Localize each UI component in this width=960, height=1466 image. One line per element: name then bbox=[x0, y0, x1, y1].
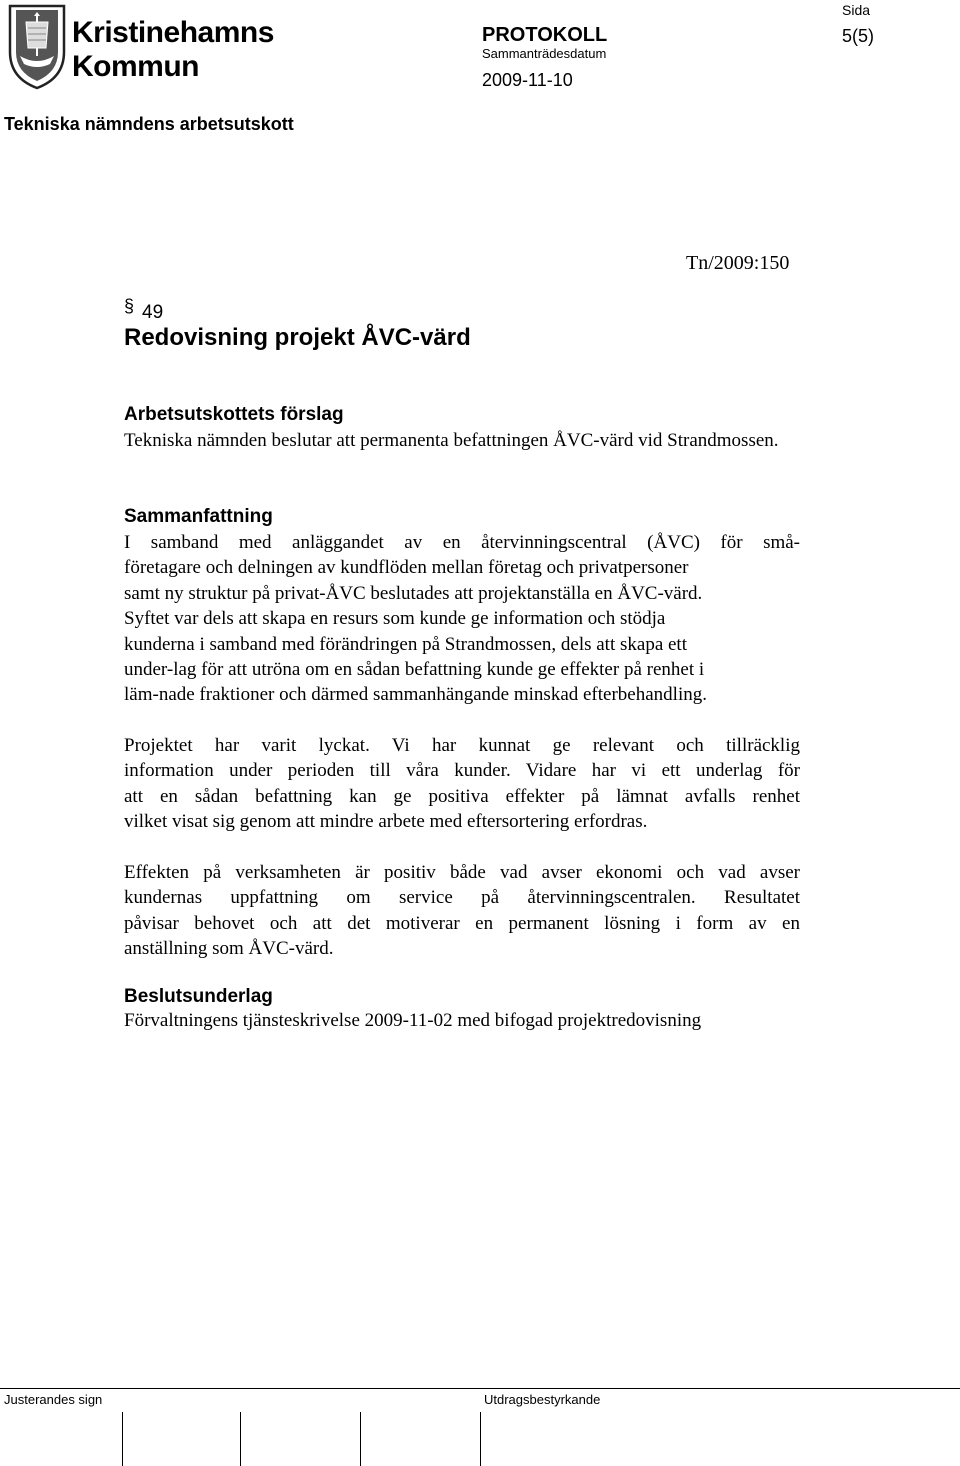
signature-label: Justerandes sign bbox=[4, 1392, 103, 1407]
page-label: Sida bbox=[842, 2, 871, 18]
signature-box-divider bbox=[360, 1412, 361, 1466]
summary-line: samt ny struktur på privat-ÅVC beslutades att projektanställa en ÅVC-värd. bbox=[124, 582, 703, 604]
logo-wordmark-line2: Kommun bbox=[72, 50, 199, 83]
signature-box-divider bbox=[240, 1412, 241, 1466]
basis-text: Förvaltningens tjänsteskrivelse 2009-11-02 med bifogad projektredovisning bbox=[124, 1010, 702, 1031]
project-line: vilket visat sig genom att mindre arbete med eftersortering erfordras. bbox=[124, 811, 648, 833]
paragraph-number: 49 bbox=[142, 302, 164, 323]
project-paragraph bbox=[124, 733, 800, 835]
summary-line: företagare och delningen av kundflöden mellan företag och privatpersoner bbox=[124, 557, 689, 579]
project-line: information under perioden till våra kunder. Vidare har vi ett underlag för bbox=[124, 760, 800, 782]
footer-divider bbox=[0, 1388, 960, 1389]
case-number: Tn/2009:150 bbox=[686, 252, 790, 274]
extract-certification-label: Utdragsbestyrkande bbox=[484, 1392, 601, 1407]
summary-line: I samband med anläggandet av en återvinningscentral (ÅVC) för små- bbox=[124, 532, 800, 553]
basis-heading: Beslutsunderlag bbox=[124, 986, 273, 1007]
summary-line: Syftet var dels att skapa en resurs som kunde ge information och stödja bbox=[124, 608, 666, 630]
effect-paragraph bbox=[124, 860, 800, 962]
meeting-date: 2009-11-10 bbox=[482, 70, 573, 90]
logo-wordmark-line1: Kristinehamns bbox=[72, 16, 274, 49]
meeting-date-label: Sammanträdesdatum bbox=[482, 46, 607, 61]
summary-heading: Sammanfattning bbox=[124, 506, 273, 527]
paragraph-mark: § bbox=[124, 296, 135, 316]
document-type: PROTOKOLL bbox=[482, 24, 608, 46]
project-line: Projektet har varit lyckat. Vi har kunnat ge relevant och tillräcklig bbox=[124, 735, 800, 756]
summary-paragraph bbox=[124, 530, 800, 708]
committee-name: Tekniska nämndens arbetsutskott bbox=[4, 114, 294, 134]
page-title: Redovisning projekt ÅVC-värd bbox=[124, 324, 471, 351]
effect-line: Effekten på verksamheten är positiv både vad avser ekonomi och vad avser bbox=[124, 862, 800, 883]
signature-box-divider bbox=[122, 1412, 123, 1466]
coat-of-arms-icon bbox=[6, 2, 68, 90]
summary-line: kunderna i samband med förändringen på Strandmossen, dels att skapa ett bbox=[124, 633, 687, 655]
effect-line: påvisar behovet och att det motiverar en permanent lösning i form av en bbox=[124, 912, 800, 934]
page-number: 5(5) bbox=[842, 26, 875, 46]
proposal-text: Tekniska nämnden beslutar att permanenta befattningen ÅVC-värd vid Strandmossen. bbox=[124, 430, 779, 451]
effect-line: kundernas uppfattning om service på återvinningscentralen. Resultatet bbox=[124, 887, 800, 909]
effect-line: anställning som ÅVC-värd. bbox=[124, 938, 334, 960]
project-line: att en sådan befattning kan ge positiva effekter på lämnat avfalls renhet bbox=[124, 785, 800, 807]
proposal-heading: Arbetsutskottets förslag bbox=[124, 404, 344, 425]
summary-line: under-lag för att utröna om en sådan befattning kunde ge effekter på renhet i bbox=[124, 659, 705, 681]
signature-box-divider bbox=[480, 1412, 481, 1466]
summary-line: läm-nade fraktioner och därmed sammanhängande minskad efterbehandling. bbox=[124, 684, 707, 706]
